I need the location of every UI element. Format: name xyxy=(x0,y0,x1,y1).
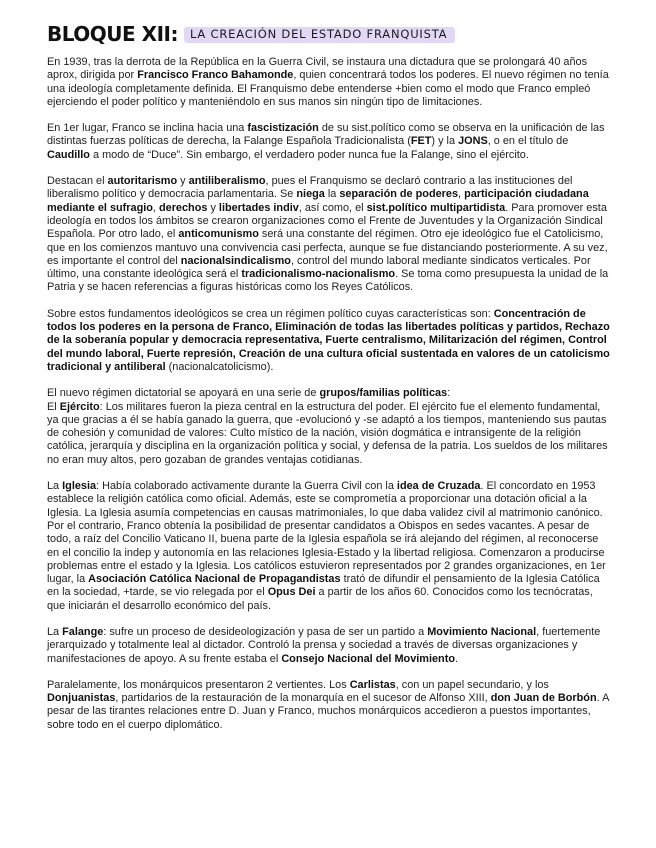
text-run: . xyxy=(454,652,459,665)
bold-text: anticomunismo xyxy=(178,228,259,241)
bold-text: grupos/familias políticas xyxy=(319,387,448,400)
bold-text: separación de poderes xyxy=(339,188,459,201)
bold-text: antiliberalismo xyxy=(188,175,266,188)
bold-text: FET xyxy=(410,135,432,148)
text-run: de su sist.político como se observa en la unificación de las distintas fuerzas políticas de derecha, la Falange Española Tradicionalista ( xyxy=(47,122,605,148)
page-title xyxy=(47,22,610,48)
text-run: (nacionalcatolicismo). xyxy=(165,360,274,373)
text-run: y xyxy=(177,175,189,188)
text-run: Paralelamente, los monárquicos presentaron 2 vertientes. Los xyxy=(47,678,350,691)
bold-text: derechos xyxy=(158,201,208,214)
text-run: , así como, el xyxy=(298,201,367,214)
bold-text: Falange xyxy=(62,625,104,638)
text-run: : Los militares fueron la pieza central en la estructura del poder. El ejército fue el elemento fundamental, ya que gracias a él se había ganado la guerra, que -evolucionó y -se adaptó a los tiempos, manteniendo sus pautas de cohesión y comunidad de valores: Culto místico de la nación, visión dogmática e intransigente de la religión católica, jerarquía y disciplina en la organización política y social, y defensa de la patria. Los sueldos de los militares no eran muy altos, pero gozaban de grandes ventajas cotidianas. xyxy=(47,400,608,466)
text-run: la xyxy=(324,188,340,201)
bold-text: Carlistas xyxy=(349,678,396,691)
text-run: . Para promover esta ideología en todos los ámbitos se crearon organizaciones como el Frente de Juventudes y la Organización Sindical Española. Por otro lado, el xyxy=(47,201,607,241)
text-run: El xyxy=(47,400,60,413)
text-run: La xyxy=(47,625,63,638)
bold-text: Concentración de todos los poderes en la persona de Franco, Eliminación de todas las libertades políticas y partidos, Rechazo de la soberanía popular y democracia representativa, Fuerte centralismo, Militarización del régimen, Control del mundo laboral, Fuerte represión, Creación de una cultura oficial sustentada en valores de un catolicismo tradicional y antiliberal xyxy=(47,307,610,373)
text-run: En 1939, tras la derrota de la República en la Guerra Civil, se instaura una dictadura que se prolongará 40 años aprox, dirigida por xyxy=(47,56,588,82)
bold-text: Asociación Católica Nacional de Propagandistas xyxy=(88,573,341,586)
text-run: Sobre estos fundamentos ideológicos se crea un régimen político cuyas características son: xyxy=(47,307,494,320)
text-run: a modo de “Duce”. Sin embargo, el verdadero poder nunca fue la Falange, sino el ejército. xyxy=(89,148,529,161)
text-run: , con un papel secundario, y los xyxy=(395,678,549,691)
highlighted-subtitle: LA CREACIÓN DEL ESTADO FRANQUISTA xyxy=(184,27,455,43)
text-run: . A pesar de las tirantes relaciones entre D. Juan y Franco, muchos monárquicos accedieron a puestos importantes, sobre todo en el cuerpo diplomático. xyxy=(47,692,609,731)
text-run: y xyxy=(207,201,219,214)
text-run: , control del mundo laboral mediante sindicatos verticales. Por último, una constante ideológica será el xyxy=(47,254,591,281)
bold-text: Caudillo xyxy=(47,148,90,161)
bold-text: Ejército xyxy=(59,400,100,413)
text-run: En 1er lugar, Franco se inclina hacia una xyxy=(47,122,248,135)
text-run: , fuertemente jerarquizado y totalmente leal al dictador. Controló la prensa y sociedad a través de diversas organizaciones y manifestaciones de apoyo. A su frente estaba el xyxy=(47,625,601,665)
bold-text: Donjuanistas xyxy=(47,692,116,705)
bold-text: Opus Dei xyxy=(267,586,316,599)
block-number-heading: BLOQUE XII: xyxy=(47,22,178,47)
bold-text: tradicionalismo-nacionalismo xyxy=(241,268,396,281)
bold-text: Francisco Franco Bahamonde xyxy=(137,69,294,82)
paragraph xyxy=(47,626,610,666)
paragraph xyxy=(47,387,610,467)
text-run: , o en el título de xyxy=(487,135,569,148)
text-run: , quien concentrará todos los poderes. El nuevo régimen no tenía una ideología completamente definida. El Franquismo debe entenderse +bien como el modo que Franco empleó ejerciendo el poder político y manteniéndolo en sus manos sin ningún tipo de limitaciones. xyxy=(47,69,609,108)
body-text xyxy=(47,56,610,732)
text-run: , partidarios de la restauración de la monarquía en el sucesor de Alfonso XIII, xyxy=(115,692,491,705)
text-run: Destacan el xyxy=(47,175,108,188)
bold-text: idea de Cruzada xyxy=(396,480,481,493)
text-run: : xyxy=(447,387,451,400)
bold-text: Movimiento Nacional xyxy=(427,625,537,638)
text-run: . El concordato en 1953 establece la religión católica como oficial. Además, este se comprometía a proporcionar una dotación oficial a la Iglesia. La Iglesia asumía competencias en causas matrimoniales, lo que daba validez civil al matrimonio canónico. Por el contrario, Franco obtenía la posibilidad de presentar candidatos a Obispos en sedes vacantes. A pesar de todo, a raíz del Concilio Vaticano II, buena parte de la Iglesia española se irá alejando del régimen, al reconocerse en el concilio la indep y autonomía en las relaciones Iglesia-Estado y la libertad religiosa. Comenzaron a producirse problemas entre el estado y la Iglesia. Los católicos estuvieron representados por 2 grandes organizaciones, en 1er lugar, la xyxy=(47,480,606,586)
paragraph xyxy=(47,56,610,109)
bold-text: participación ciudadana mediante el sufragio xyxy=(47,188,589,214)
paragraph xyxy=(47,175,610,295)
bold-text: nacionalsindicalismo xyxy=(180,254,291,267)
bold-text: sist.político multipartidista xyxy=(366,201,506,214)
bold-text: Consejo Nacional del Movimiento xyxy=(281,652,455,665)
bold-text: fascistización xyxy=(247,122,319,135)
paragraph xyxy=(47,308,610,374)
text-run: , xyxy=(458,188,465,201)
text-run: , xyxy=(152,201,159,214)
text-run: a partir de los años 60. Conocidos como los tecnócratas, que iniciarán el desarrollo económico del país. xyxy=(47,586,593,612)
bold-text: JONS xyxy=(458,135,488,148)
paragraph xyxy=(47,480,610,613)
text-run: será una constante del régimen. Otro eje ideológico fue el Catolicismo, que en los comienzos mantuvo una convivencia casi perfecta, aunque se fue distanciando posteriormente. A su vez, es importante el control del xyxy=(47,228,608,267)
bold-text: Iglesia xyxy=(62,480,97,493)
text-run: . Se toma como presupuesta la unidad de la Patria y se hacen referencias a figuras históricas como los Reyes Católicos. xyxy=(47,268,609,294)
bold-text: libertades indiv xyxy=(218,201,299,214)
text-run: : sufre un proceso de desideologización y pasa de ser un partido a xyxy=(103,625,428,638)
text-run: trató de difundir el pensamiento de la Iglesia Católica en la sociedad, +tarde, se vio relegada por el xyxy=(47,573,600,599)
text-run: El nuevo régimen dictatorial se apoyará en una serie de xyxy=(47,387,320,400)
bold-text: don Juan de Borbón xyxy=(490,692,597,705)
paragraph xyxy=(47,679,610,732)
bold-text: autoritarismo xyxy=(107,175,178,188)
text-run: : Había colaborado activamente durante la Guerra Civil con la xyxy=(96,480,397,493)
text-run: , pues el Franquismo se declaró contrario a las instituciones del liberalismo político y democracia parlamentaria. Se xyxy=(47,175,573,201)
text-run: La xyxy=(47,480,63,493)
text-run: ) y la xyxy=(431,135,459,148)
paragraph xyxy=(47,122,610,162)
bold-text: niega xyxy=(296,188,325,201)
